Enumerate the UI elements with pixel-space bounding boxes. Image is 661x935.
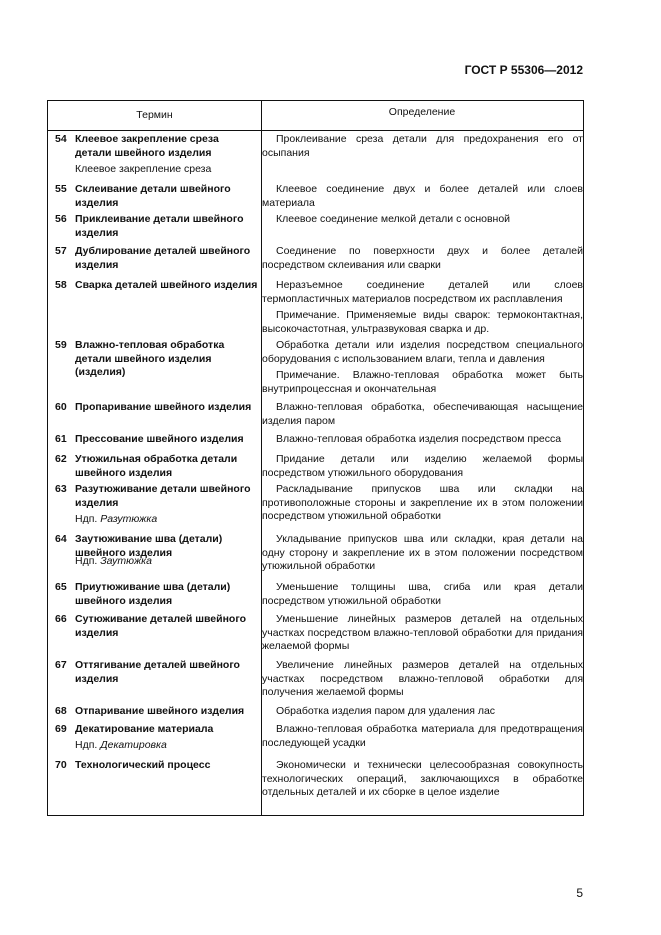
term-name: Технологический процесс [75, 759, 211, 771]
term-synonym [75, 163, 258, 177]
term-name: Утюжильная обработка детали швейного изделия [75, 453, 238, 479]
term-definition: Экономически и технически целесообразная совокупность технологических операций, заключающихся в обработке отдельных деталей и их сборке в целое изделие [262, 759, 583, 798]
term-synonym [75, 513, 258, 527]
synonym-prefix: Ндп. [75, 555, 98, 567]
term-definition: Придание детали или изделию желаемой формы посредством утюжильного оборудования [262, 453, 583, 479]
term-number: 62 [55, 453, 67, 465]
term-number: 54 [55, 133, 67, 145]
term-number: 58 [55, 279, 67, 291]
term-definition: Влажно-тепловая обработка изделия посредством пресса [276, 433, 562, 445]
term-name: Оттягивание деталей швейного изделия [75, 659, 240, 685]
term-number: 65 [55, 581, 67, 593]
term-number: 60 [55, 401, 67, 413]
term-number: 67 [55, 659, 67, 671]
term-definition: Клеевое соединение двух и более деталей или слоев материала [262, 183, 583, 209]
term-name: Заутюживание шва (детали) швейного изделия [75, 533, 223, 559]
term-definition: Соединение по поверхности двух и более деталей посредством склеивания или сварки [262, 245, 583, 271]
term-definition: Раскладывание припусков шва или складки на противоположные стороны и закрепление их в этом положении посредством утюжильной обработки [262, 483, 583, 522]
term-number: 66 [55, 613, 67, 625]
term-definition: Увеличение линейных размеров деталей на отдельных участках посредством влажно-тепловой обработки для получения желаемой формы [262, 659, 583, 698]
terms-table [47, 100, 584, 816]
term-definition: Обработка детали или изделия посредством специального оборудования с использованием влаги, тепла и давления [262, 339, 583, 365]
term-definition: Уменьшение линейных размеров деталей на отдельных участках посредством влажно-тепловой обработки для придания желаемой формы [262, 613, 583, 652]
term-name: Разутюживание детали швейного изделия [75, 483, 251, 509]
definition-note: Примечание. Влажно-тепловая обработка может быть внутрипроцессная и окончательная [262, 369, 583, 395]
term-definition: Проклеивание среза детали для предохранения его от осыпания [262, 133, 583, 159]
term-name: Сутюживание деталей швейного изделия [75, 613, 246, 639]
term-name: Отпаривание швейного изделия [75, 705, 245, 717]
deprecated-term: Декатировка [100, 739, 167, 751]
deprecated-term: Заутюжка [100, 555, 152, 567]
term-name: Сварка деталей швейного изделия [75, 279, 258, 291]
definition-note: Примечание. Применяемые виды сварок: термоконтактная, высокочастотная, ультразвуковая сварка и др. [262, 309, 583, 335]
term-number: 56 [55, 213, 67, 225]
term-name: Влажно-тепловая обработка детали швейного изделия (изделия) [75, 339, 225, 378]
synonym-prefix: Клеевое закрепление среза [75, 163, 212, 175]
term-number: 61 [55, 433, 67, 445]
header-divider [48, 130, 583, 131]
term-definition: Обработка изделия паром для удаления лас [276, 705, 496, 717]
term-name: Дублирование деталей швейного изделия [75, 245, 251, 271]
term-name: Склеивание детали швейного изделия [75, 183, 231, 209]
term-definition: Клеевое соединение мелкой детали с основной [276, 213, 511, 225]
document-code: ГОСТ Р 55306—2012 [464, 63, 583, 77]
synonym-prefix: Ндп. [75, 739, 98, 751]
term-synonym [75, 555, 258, 569]
term-number: 70 [55, 759, 67, 771]
term-number: 55 [55, 183, 67, 195]
term-definition: Укладывание припусков шва или складки, края детали на одну сторону и закрепление их в этом положении посредством утюжильной обработки [262, 533, 583, 572]
term-name: Декатирование материала [75, 723, 214, 735]
term-name: Прессование швейного изделия [75, 433, 244, 445]
synonym-prefix: Ндп. [75, 513, 98, 525]
term-number: 57 [55, 245, 67, 257]
page-number: 5 [576, 886, 583, 900]
term-definition: Неразъемное соединение деталей или слоев термопластичных материалов посредством их расплавления [262, 279, 583, 305]
term-definition: Влажно-тепловая обработка материала для предотвращения последующей усадки [262, 723, 583, 749]
term-number: 64 [55, 533, 67, 545]
term-number: 68 [55, 705, 67, 717]
term-definition: Уменьшение толщины шва, сгиба или края детали посредством утюжильной обработки [262, 581, 583, 607]
term-number: 59 [55, 339, 67, 351]
term-synonym [75, 739, 258, 753]
term-definition: Влажно-тепловая обработка, обеспечивающая насыщение изделия паром [262, 401, 583, 427]
term-name: Пропаривание швейного изделия [75, 401, 252, 413]
term-number: 69 [55, 723, 67, 735]
term-number: 63 [55, 483, 67, 495]
column-header-definition: Определение [388, 106, 456, 118]
term-name: Клеевое закрепление среза детали швейного изделия [75, 133, 219, 159]
deprecated-term: Разутюжка [100, 513, 158, 525]
term-name: Приклеивание детали швейного изделия [75, 213, 244, 239]
column-header-term: Термин [136, 109, 173, 121]
term-name: Приутюживание шва (детали) швейного изделия [75, 581, 231, 607]
